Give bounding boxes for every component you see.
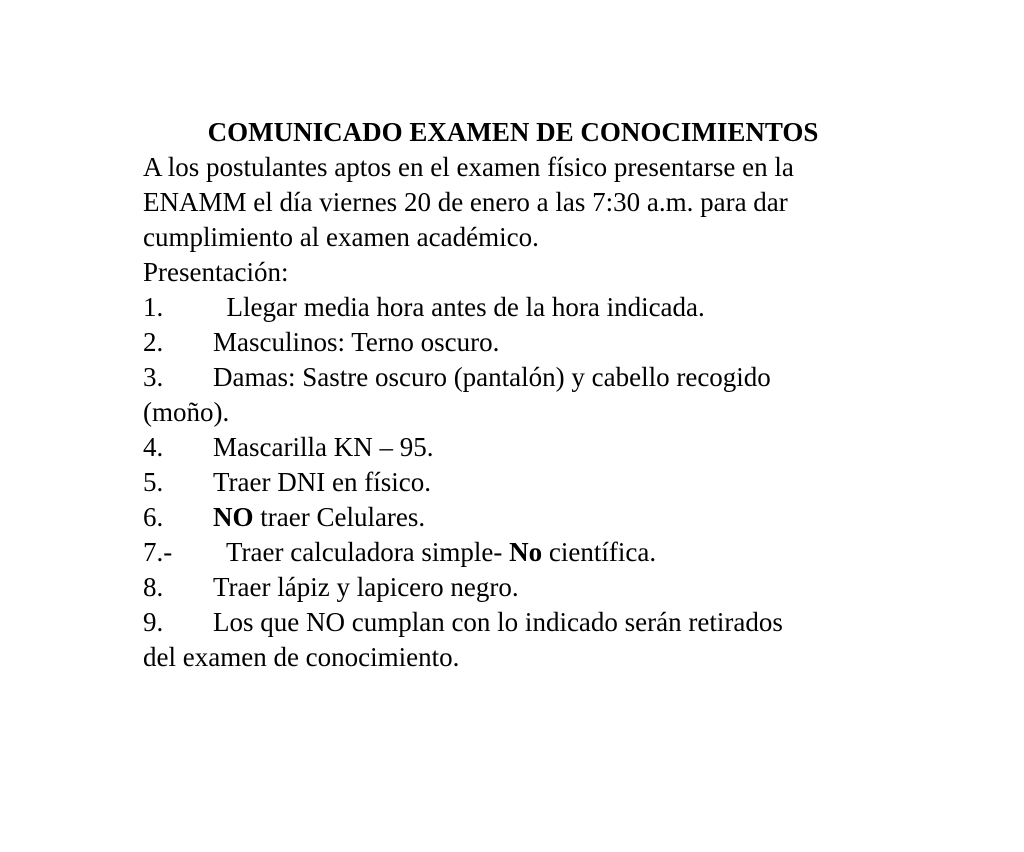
list-item-1 bbox=[143, 290, 883, 325]
item-number: 8. bbox=[143, 572, 164, 602]
list-item-5 bbox=[143, 465, 883, 500]
item-number: 3. bbox=[143, 362, 164, 392]
item-number: 6. bbox=[143, 502, 164, 532]
list-item-6 bbox=[143, 500, 883, 535]
item-number: 2. bbox=[143, 327, 164, 357]
text-line bbox=[143, 220, 883, 255]
bold-text-segment: COMUNICADO EXAMEN DE CONOCIMIENTOS bbox=[207, 117, 819, 147]
text-segment: ENAMM el día viernes 20 de enero a las 7:30 a.m. para dar bbox=[143, 187, 788, 217]
notice-title bbox=[143, 115, 883, 150]
item-number: 9. bbox=[143, 607, 164, 637]
bold-text-segment: NO bbox=[213, 502, 254, 532]
text-segment: Traer calculadora simple- bbox=[213, 537, 510, 567]
text-segment: traer Celulares. bbox=[253, 502, 426, 532]
item-number: 5. bbox=[143, 467, 164, 497]
text-segment: Damas: Sastre oscuro (pantalón) y cabello recogido bbox=[213, 362, 771, 392]
text-segment: Traer DNI en físico. bbox=[213, 467, 431, 497]
text-line bbox=[143, 640, 883, 675]
item-number: 1. bbox=[143, 292, 164, 322]
text-segment: Mascarilla KN – 95. bbox=[213, 432, 434, 462]
text-segment: científica. bbox=[542, 537, 657, 567]
text-line bbox=[143, 255, 883, 290]
item-number: 7.- bbox=[143, 537, 173, 567]
text-line bbox=[143, 150, 883, 185]
text-segment: A los postulantes aptos en el examen físico presentarse en la bbox=[143, 152, 794, 182]
bold-text-segment: No bbox=[509, 537, 543, 567]
text-line bbox=[143, 395, 883, 430]
list-item-9 bbox=[143, 605, 883, 640]
list-item-3 bbox=[143, 360, 883, 395]
text-segment: Traer lápiz y lapicero negro. bbox=[213, 572, 519, 602]
text-segment: del examen de conocimiento. bbox=[143, 642, 460, 672]
list-item-7 bbox=[143, 535, 883, 570]
notice-document bbox=[143, 115, 883, 675]
text-segment: (moño). bbox=[143, 397, 230, 427]
item-number: 4. bbox=[143, 432, 164, 462]
text-segment: Masculinos: Terno oscuro. bbox=[213, 327, 500, 357]
text-segment: cumplimiento al examen académico. bbox=[143, 222, 539, 252]
list-item-8 bbox=[143, 570, 883, 605]
text-segment: Llegar media hora antes de la hora indicada. bbox=[213, 292, 705, 322]
list-item-2 bbox=[143, 325, 883, 360]
text-segment: Los que NO cumplan con lo indicado serán retirados bbox=[213, 607, 783, 637]
text-line bbox=[143, 185, 883, 220]
list-item-4 bbox=[143, 430, 883, 465]
text-segment: Presentación: bbox=[143, 257, 289, 287]
